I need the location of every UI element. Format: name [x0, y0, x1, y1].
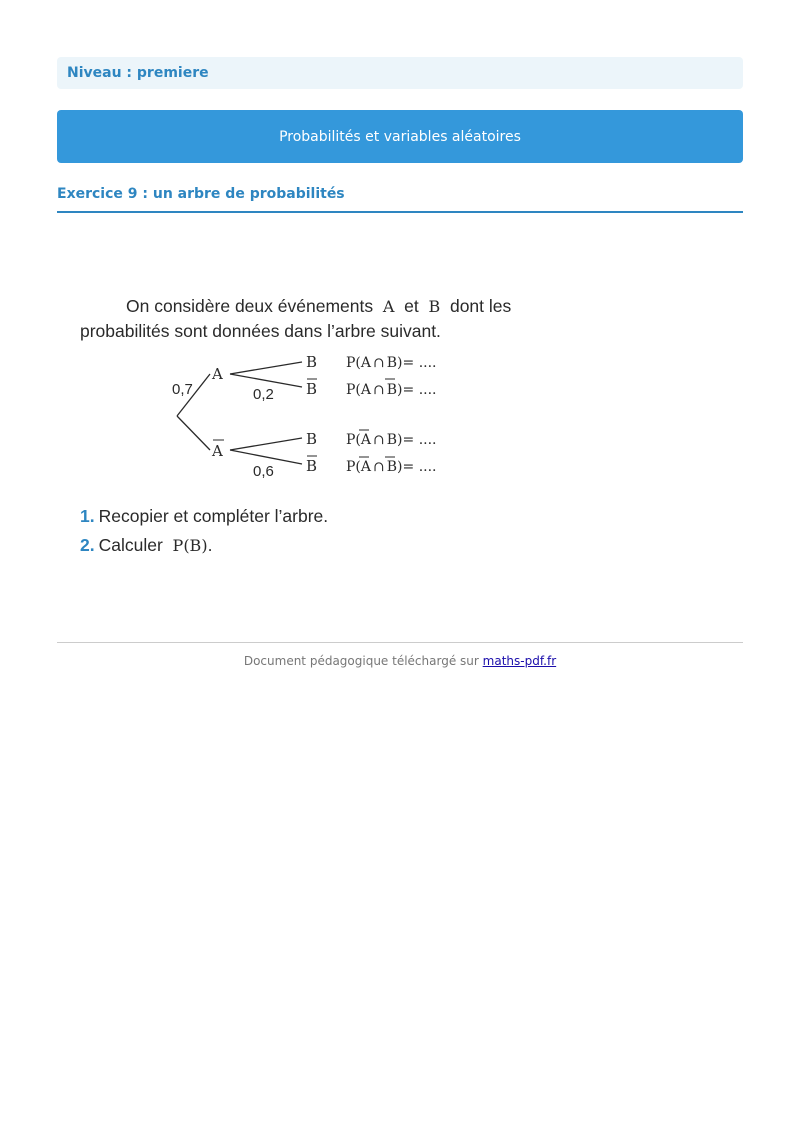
course-title: Probabilités et variables aléatoires — [279, 128, 521, 145]
question-1-number: 1. — [80, 506, 95, 526]
level-label: Niveau : premiere — [67, 65, 209, 81]
leaf-bbar-1: B — [306, 380, 318, 398]
question-2-text: Calculer — [98, 535, 163, 555]
leaf-b-2: B — [306, 430, 318, 448]
question-2 — [80, 535, 212, 556]
leaf-bbar-2: B — [306, 457, 318, 475]
question-2-number: 2. — [80, 535, 95, 555]
footer — [57, 654, 743, 668]
intro-part-1: On considère deux événements — [126, 296, 374, 316]
node-a: A — [212, 365, 223, 383]
exercise-content — [80, 290, 540, 570]
formula-abar-and-bbar: P(A ∩ B)= .... — [346, 459, 437, 475]
footer-divider — [57, 642, 743, 643]
prob-bbar-given-a: 0,2 — [253, 386, 274, 403]
footer-link[interactable]: maths-pdf.fr — [482, 654, 557, 668]
question-1 — [80, 506, 328, 527]
leaf-b-1: B — [306, 353, 318, 371]
course-title-bar — [57, 110, 743, 163]
and-word: et — [404, 296, 419, 316]
probability-tree — [80, 352, 540, 502]
footer-text: Document pédagogique téléchargé sur — [243, 654, 479, 668]
branch-abar-b — [230, 438, 302, 450]
event-b: B — [428, 297, 441, 316]
prob-bbar-given-abar: 0,6 — [253, 463, 274, 480]
question-2-end: . — [207, 535, 213, 555]
exercise-title-text: Exercice 9 : un arbre de probabilités — [57, 186, 345, 202]
formula-a-and-bbar: P(A ∩ B)= .... — [346, 382, 437, 398]
formula-abar-and-b: P(A ∩ B)= .... — [346, 432, 437, 448]
level-box — [57, 57, 743, 89]
question-2-math: P(B) — [172, 536, 208, 555]
node-a-bar: A — [212, 442, 223, 460]
event-a: A — [382, 297, 395, 316]
exercise-intro — [80, 294, 540, 344]
branch-root-abar — [177, 416, 210, 450]
prob-root-a: 0,7 — [172, 381, 193, 398]
branch-a-b — [230, 362, 302, 374]
question-1-text: Recopier et compléter l’arbre. — [98, 506, 329, 526]
intro-part-2: dont les probabilités sont données dans l’arbre suivant. — [80, 296, 512, 341]
formula-a-and-b: P(A ∩ B)= .... — [346, 355, 437, 371]
branch-abar-bbar — [230, 450, 302, 464]
exercise-title — [57, 186, 743, 213]
